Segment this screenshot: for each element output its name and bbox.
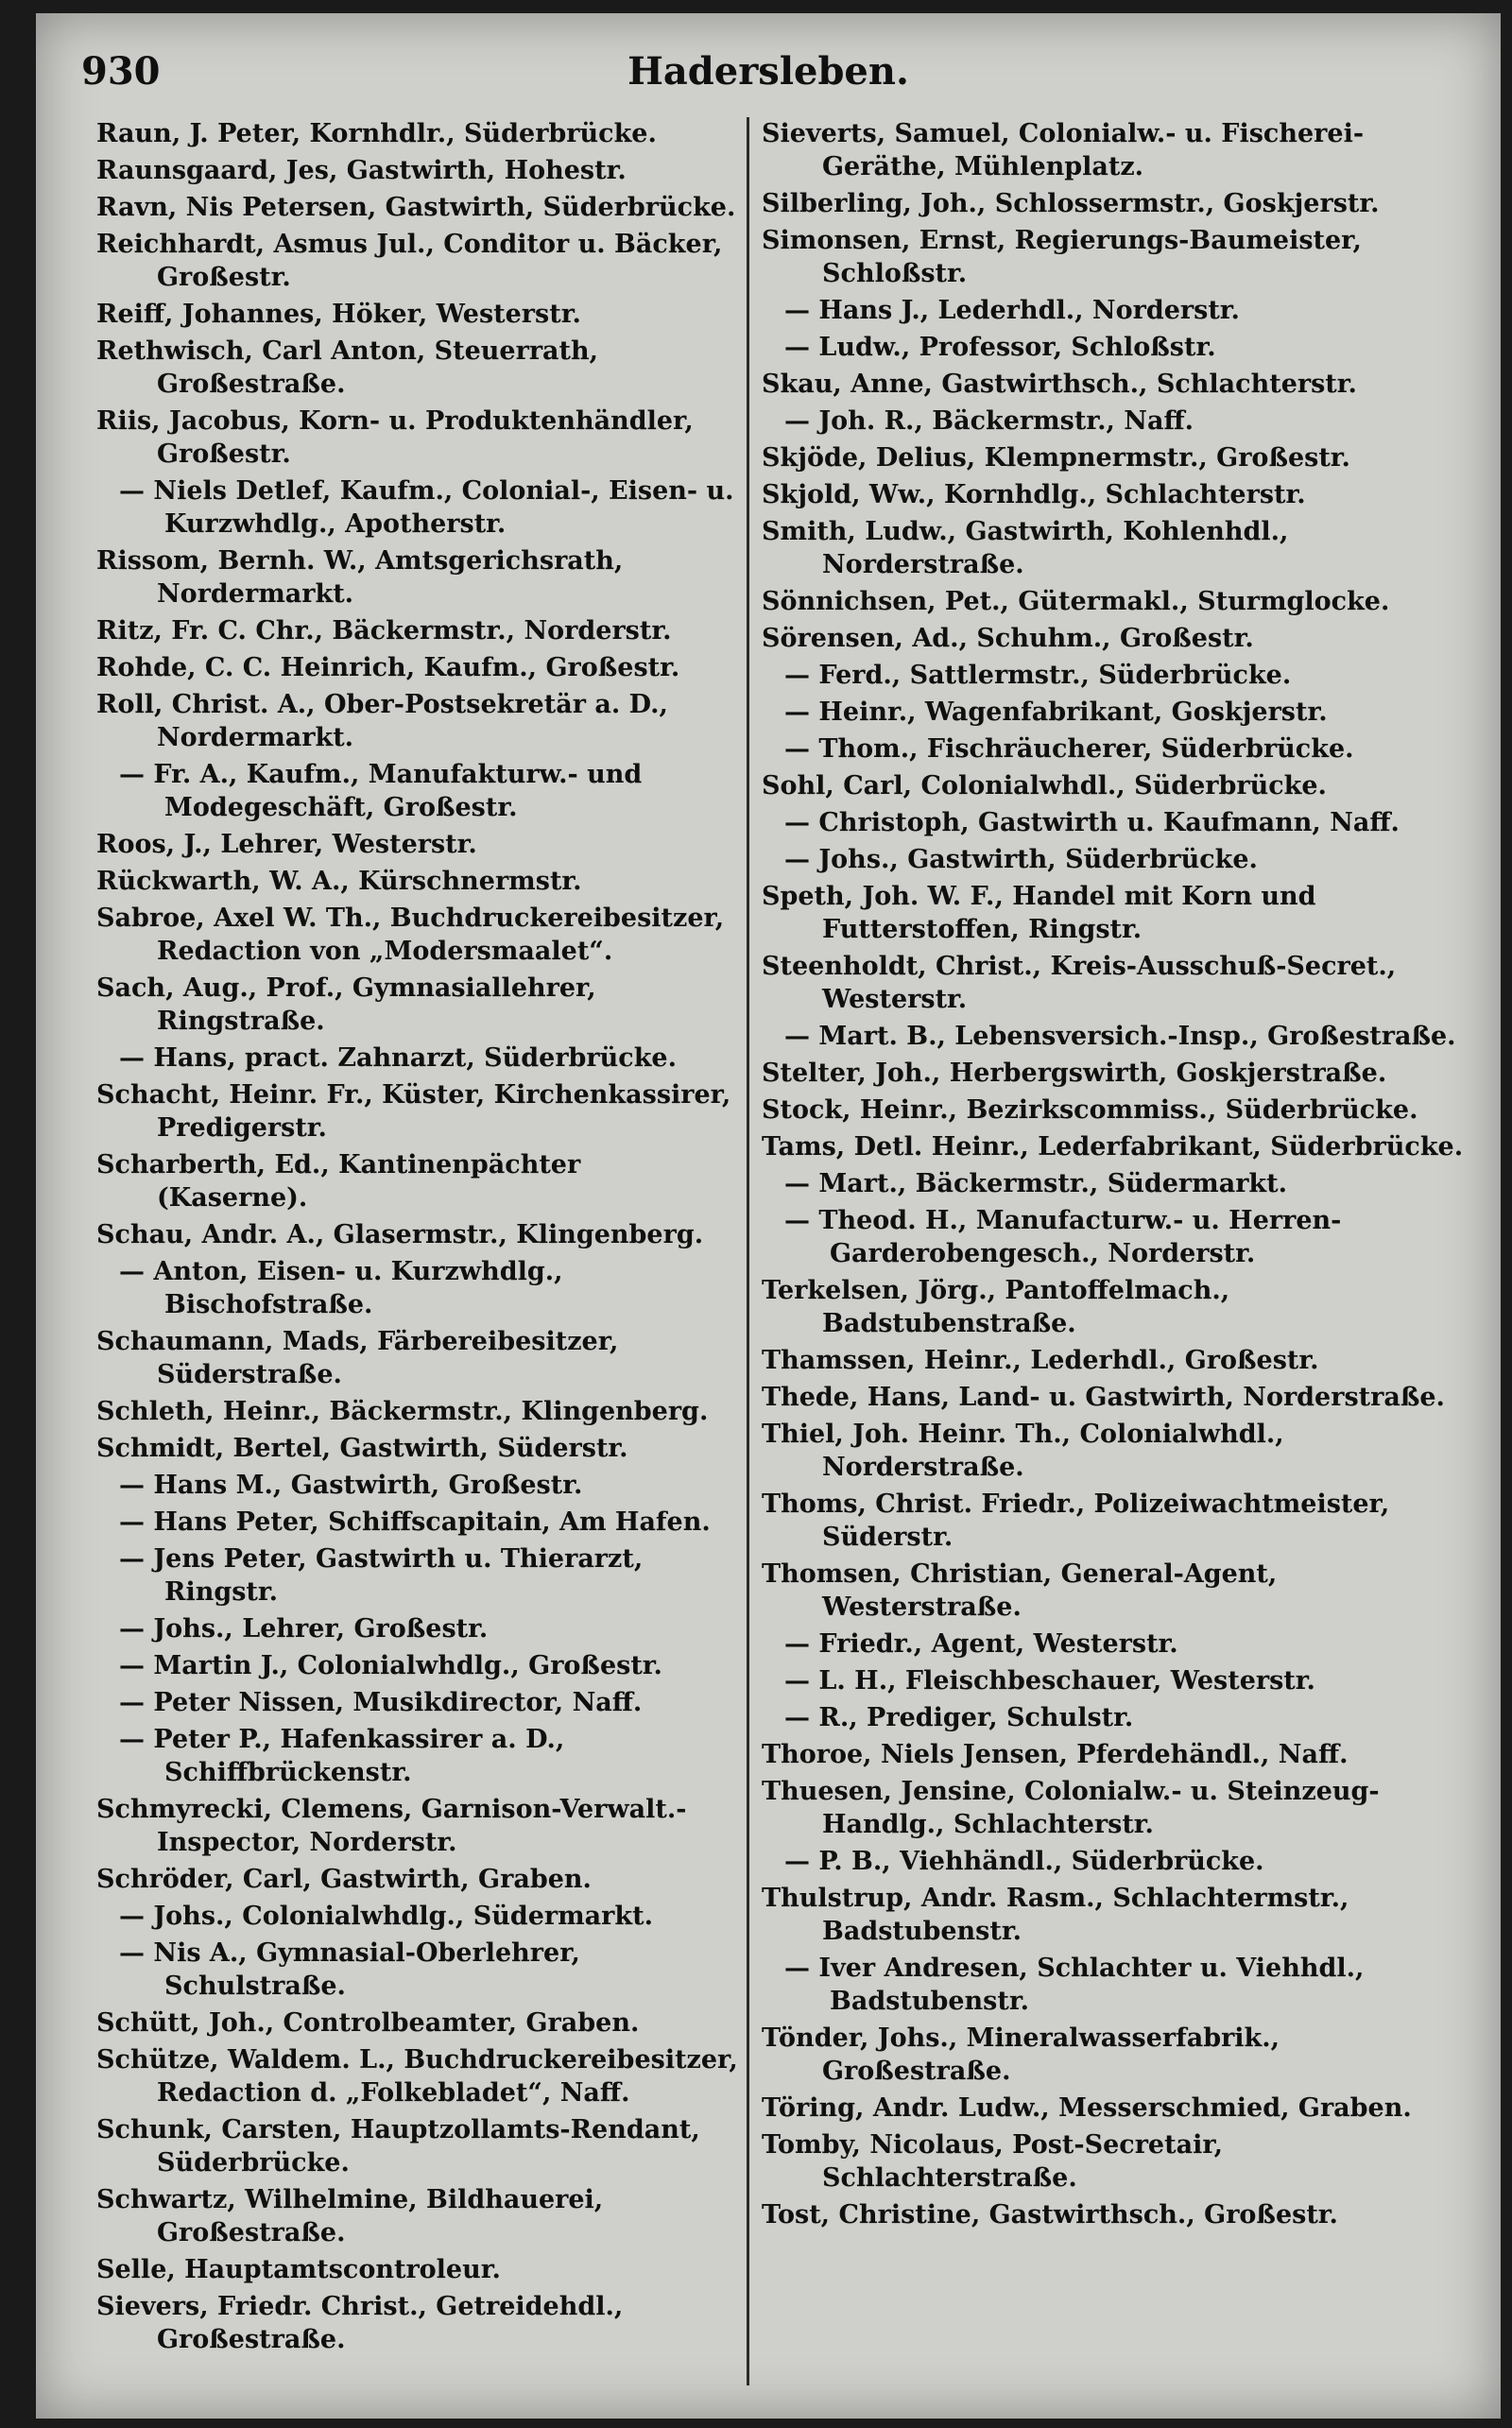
directory-entry: — Mart. B., Lebensversich.-Insp., Großestraße. bbox=[784, 1022, 1456, 1051]
directory-entry: Ravn, Nis Petersen, Gastwirth, Süderbrücke. bbox=[96, 193, 736, 222]
directory-entry: — L. H., Fleischbeschauer, Westerstr. bbox=[784, 1666, 1315, 1696]
directory-entry: — Joh. R., Bäckermstr., Naff. bbox=[784, 406, 1194, 436]
directory-entry: Rohde, C. C. Heinrich, Kaufm., Großestr. bbox=[96, 653, 680, 682]
directory-entry: — Fr. A., Kaufm., Manufakturw.- und Modegeschäft, Großestr. bbox=[119, 760, 643, 822]
directory-entry: Speth, Joh. W. F., Handel mit Korn und Futterstoffen, Ringstr. bbox=[762, 882, 1316, 944]
directory-entry: Thulstrup, Andr. Rasm., Schlachtermstr., Badstubenstr. bbox=[762, 1884, 1349, 1946]
directory-entry: Sieverts, Samuel, Colonialw.- u. Fischerei-Geräthe, Mühlenplatz. bbox=[762, 119, 1365, 181]
directory-entry: Schacht, Heinr. Fr., Küster, Kirchenkassirer, Predigerstr. bbox=[96, 1080, 731, 1143]
directory-entry: Thiel, Joh. Heinr. Th., Colonialwhdl., Norderstraße. bbox=[762, 1420, 1284, 1482]
directory-entry: — Christoph, Gastwirth u. Kaufmann, Naff. bbox=[784, 808, 1400, 837]
directory-entry: — Martin J., Colonialwhdlg., Großestr. bbox=[119, 1651, 662, 1680]
directory-entry: Sörensen, Ad., Schuhm., Großestr. bbox=[762, 624, 1254, 653]
directory-entry: Stelter, Joh., Herbergswirth, Goskjerstraße. bbox=[762, 1059, 1387, 1088]
directory-entry: Reiff, Johannes, Höker, Westerstr. bbox=[96, 300, 581, 329]
directory-entry: — R., Prediger, Schulstr. bbox=[784, 1703, 1134, 1732]
directory-entry: Thoroe, Niels Jensen, Pferdehändl., Naff. bbox=[762, 1740, 1349, 1769]
directory-entry: Schmidt, Bertel, Gastwirth, Süderstr. bbox=[96, 1434, 628, 1463]
directory-entry: — Hans M., Gastwirth, Großestr. bbox=[119, 1471, 583, 1500]
directory-entry: — Hans J., Lederhdl., Norderstr. bbox=[784, 296, 1240, 325]
directory-entry: — Heinr., Wagenfabrikant, Goskjerstr. bbox=[784, 697, 1328, 727]
directory-entry: Tost, Christine, Gastwirthsch., Großestr. bbox=[762, 2200, 1338, 2230]
directory-entry: — Jens Peter, Gastwirth u. Thierarzt, Ringstr. bbox=[119, 1544, 644, 1607]
directory-entry: — Friedr., Agent, Westerstr. bbox=[784, 1629, 1178, 1659]
directory-entry: Sabroe, Axel W. Th., Buchdruckereibesitzer, Redaction von „Modersmaalet“. bbox=[96, 904, 725, 966]
directory-entry: Terkelsen, Jörg., Pantoffelmach., Badstubenstraße. bbox=[762, 1276, 1230, 1338]
directory-entry: Thoms, Christ. Friedr., Polizeiwachtmeister, Süderstr. bbox=[762, 1490, 1390, 1552]
directory-entry: Thamssen, Heinr., Lederhdl., Großestr. bbox=[762, 1346, 1319, 1375]
directory-entry: Sönnichsen, Pet., Gütermakl., Sturmglocke. bbox=[762, 587, 1390, 616]
directory-entry: Raunsgaard, Jes, Gastwirth, Hohestr. bbox=[96, 156, 627, 185]
directory-entry: — Theod. H., Manufacturw.- u. Herren-Garderobengesch., Norderstr. bbox=[784, 1206, 1342, 1268]
directory-entry: — Ludw., Professor, Schloßstr. bbox=[784, 333, 1216, 362]
directory-entry: — Johs., Lehrer, Großestr. bbox=[119, 1614, 489, 1644]
directory-entry: Thede, Hans, Land- u. Gastwirth, Norderstraße. bbox=[762, 1383, 1445, 1412]
left-column bbox=[96, 117, 739, 2404]
directory-entry: Schaumann, Mads, Färbereibesitzer, Süderstraße. bbox=[96, 1327, 619, 1389]
page-number: 930 bbox=[81, 49, 161, 94]
directory-entry: Schütt, Joh., Controlbeamter, Graben. bbox=[96, 2008, 640, 2038]
directory-entry: Tams, Detl. Heinr., Lederfabrikant, Süderbrücke. bbox=[762, 1132, 1464, 1162]
directory-entry: — Mart., Bäckermstr., Südermarkt. bbox=[784, 1169, 1288, 1198]
directory-entry: Schleth, Heinr., Bäckermstr., Klingenberg. bbox=[96, 1397, 709, 1426]
directory-entry: Ritz, Fr. C. Chr., Bäckermstr., Norderstr. bbox=[96, 616, 672, 646]
directory-entry: Steenholdt, Christ., Kreis-Ausschuß-Secret., Westerstr. bbox=[762, 952, 1397, 1014]
directory-entry: Sievers, Friedr. Christ., Getreidehdl., Großestraße. bbox=[96, 2292, 624, 2354]
directory-entry: Reichhardt, Asmus Jul., Conditor u. Bäcker, Großestr. bbox=[96, 230, 723, 292]
directory-entry: — Peter Nissen, Musikdirector, Naff. bbox=[119, 1688, 643, 1717]
directory-entry: Schau, Andr. A., Glasermstr., Klingenberg. bbox=[96, 1220, 704, 1249]
directory-entry: — Nis A., Gymnasial-Oberlehrer, Schulstraße. bbox=[119, 1938, 580, 2001]
right-column bbox=[762, 117, 1470, 2404]
running-title: Hadersleben. bbox=[627, 49, 909, 94]
directory-entry: Skau, Anne, Gastwirthsch., Schlachterstr. bbox=[762, 370, 1357, 399]
directory-entry: Tönder, Johs., Mineralwasserfabrik., Großestraße. bbox=[762, 2023, 1280, 2086]
column-divider bbox=[747, 117, 749, 2385]
directory-entry: Rückwarth, W. A., Kürschnermstr. bbox=[96, 867, 582, 896]
directory-entry: Thomsen, Christian, General-Agent, Westerstraße. bbox=[762, 1559, 1278, 1622]
directory-entry: Skjold, Ww., Kornhdlg., Schlachterstr. bbox=[762, 480, 1306, 509]
directory-entry: Simonsen, Ernst, Regierungs-Baumeister, Schloßstr. bbox=[762, 226, 1362, 288]
directory-entry: Roll, Christ. A., Ober-Postsekretär a. D., Nordermarkt. bbox=[96, 690, 668, 752]
directory-entry: Rissom, Bernh. W., Amtsgerichsrath, Nordermarkt. bbox=[96, 546, 624, 609]
directory-entry: Sach, Aug., Prof., Gymnasiallehrer, Ringstraße. bbox=[96, 973, 596, 1036]
directory-entry: Tomby, Nicolaus, Post-Secretair, Schlachterstraße. bbox=[762, 2130, 1223, 2193]
directory-entry: — Hans Peter, Schiffscapitain, Am Hafen. bbox=[119, 1507, 711, 1537]
directory-entry: Riis, Jacobus, Korn- u. Produktenhändler, Großestr. bbox=[96, 406, 694, 469]
directory-entry: Thuesen, Jensine, Colonialw.- u. Steinzeug-Handlg., Schlachterstr. bbox=[762, 1777, 1380, 1839]
directory-entry: Schunk, Carsten, Hauptzollamts-Rendant, Süderbrücke. bbox=[96, 2115, 700, 2178]
directory-entry: — P. B., Viehhändl., Süderbrücke. bbox=[784, 1847, 1264, 1876]
directory-entry: — Anton, Eisen- u. Kurzwhdlg., Bischofstraße. bbox=[119, 1257, 563, 1319]
directory-entry: — Johs., Colonialwhdlg., Südermarkt. bbox=[119, 1902, 653, 1931]
directory-entry: Stock, Heinr., Bezirkscommiss., Süderbrücke. bbox=[762, 1095, 1418, 1125]
page-header bbox=[36, 49, 1501, 106]
directory-entry: Schröder, Carl, Gastwirth, Graben. bbox=[96, 1865, 592, 1894]
directory-entry: Roos, J., Lehrer, Westerstr. bbox=[96, 830, 477, 859]
directory-entry: Schmyrecki, Clemens, Garnison-Verwalt.-Inspector, Norderstr. bbox=[96, 1795, 687, 1857]
directory-entry: Scharberth, Ed., Kantinenpächter (Kaserne). bbox=[96, 1150, 581, 1213]
directory-entry: Schwartz, Wilhelmine, Bildhauerei, Großestraße. bbox=[96, 2185, 604, 2247]
directory-entry: Rethwisch, Carl Anton, Steuerrath, Großestraße. bbox=[96, 336, 599, 399]
directory-entry: — Thom., Fischräucherer, Süderbrücke. bbox=[784, 734, 1354, 764]
directory-entry: Töring, Andr. Ludw., Messerschmied, Graben. bbox=[762, 2093, 1412, 2123]
directory-entry: Skjöde, Delius, Klempnermstr., Großestr. bbox=[762, 443, 1350, 473]
directory-entry: Silberling, Joh., Schlossermstr., Goskjerstr. bbox=[762, 189, 1380, 218]
directory-entry: Smith, Ludw., Gastwirth, Kohlenhdl., Norderstraße. bbox=[762, 517, 1289, 579]
directory-entry: — Niels Detlef, Kaufm., Colonial-, Eisen- u. Kurzwhdlg., Apotherstr. bbox=[119, 476, 734, 539]
directory-entry: Selle, Hauptamtscontroleur. bbox=[96, 2255, 501, 2284]
directory-entry: — Iver Andresen, Schlachter u. Viehhdl., Badstubenstr. bbox=[784, 1954, 1365, 2016]
directory-entry: — Johs., Gastwirth, Süderbrücke. bbox=[784, 845, 1258, 874]
directory-page bbox=[36, 13, 1501, 2419]
directory-entry: — Hans, pract. Zahnarzt, Süderbrücke. bbox=[119, 1043, 678, 1073]
directory-entry: Sohl, Carl, Colonialwhdl., Süderbrücke. bbox=[762, 771, 1327, 801]
directory-entry: Raun, J. Peter, Kornhdlr., Süderbrücke. bbox=[96, 119, 657, 148]
directory-entry: — Ferd., Sattlermstr., Süderbrücke. bbox=[784, 661, 1292, 690]
directory-entry: — Peter P., Hafenkassirer a. D., Schiffbrückenstr. bbox=[119, 1725, 565, 1787]
directory-entry: Schütze, Waldem. L., Buchdruckereibesitzer, Redaction d. „Folkebladet“, Naff. bbox=[96, 2045, 738, 2108]
